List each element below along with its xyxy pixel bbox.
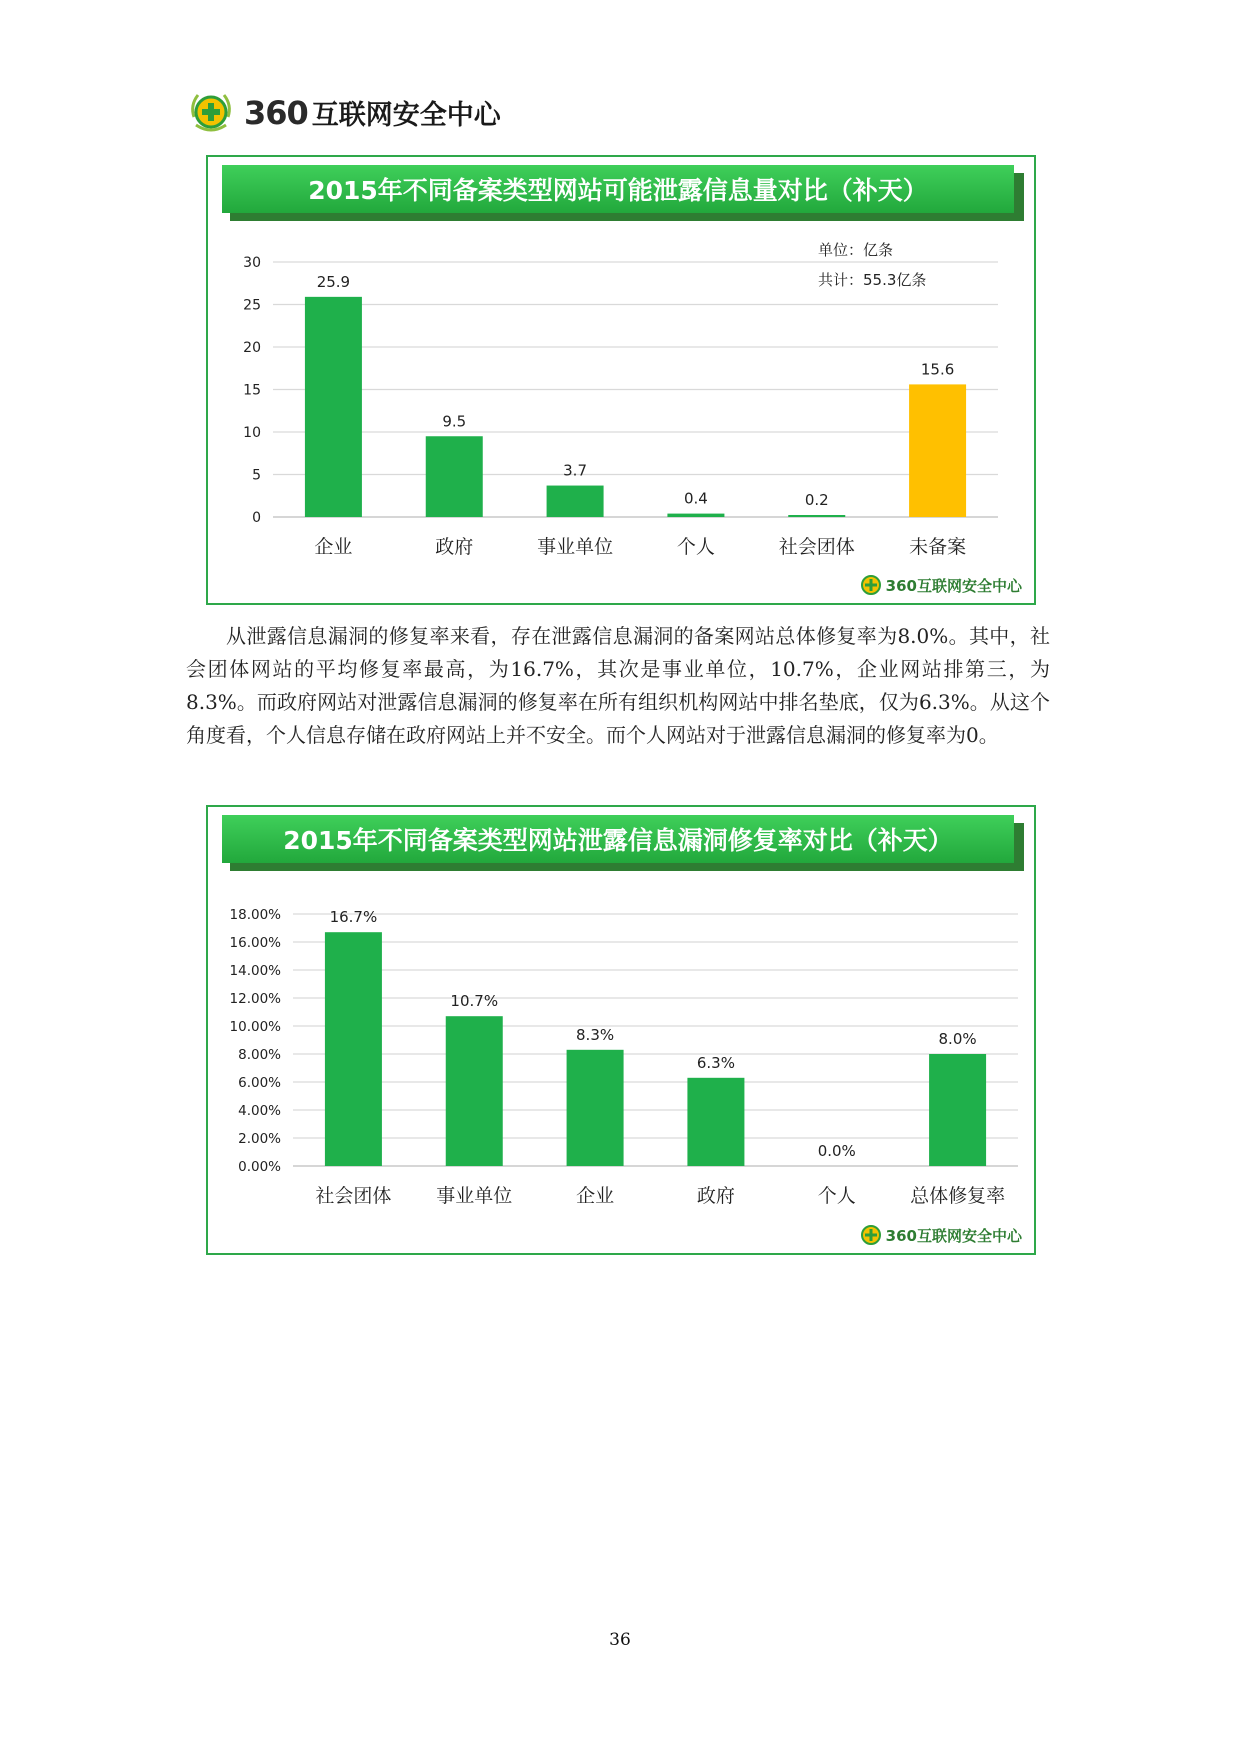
brand-name xyxy=(244,93,501,132)
chart-annotation: 共计：55.3亿条 xyxy=(818,271,927,289)
chart-annotation: 单位：亿条 xyxy=(818,241,894,259)
category-label: 政府 xyxy=(696,1185,735,1207)
bar xyxy=(687,1078,744,1166)
chart-title: 2015年不同备案类型网站泄露信息漏洞修复率对比（补天） xyxy=(283,826,953,855)
data-label: 15.6 xyxy=(920,360,955,379)
y-tick-label: 0.00% xyxy=(238,1159,281,1175)
y-tick-label: 14.00% xyxy=(229,963,281,979)
category-label: 企业 xyxy=(314,536,353,558)
bar-chart-svg xyxy=(208,157,1034,603)
data-label: 25.9 xyxy=(316,272,351,291)
category-label: 企业 xyxy=(576,1185,615,1207)
footer-brand: 360互联网安全中心 xyxy=(885,576,1022,595)
y-tick-label: 0 xyxy=(252,510,261,526)
data-label: 16.7% xyxy=(329,908,378,927)
data-label: 0.4 xyxy=(683,489,708,508)
category-label: 事业单位 xyxy=(537,536,614,558)
chart-fix-rate xyxy=(206,805,1036,1255)
page-header xyxy=(186,84,501,140)
data-label: 8.0% xyxy=(938,1030,977,1048)
bar xyxy=(305,297,362,517)
chart-footer-logo xyxy=(860,1223,1022,1247)
category-label: 个人 xyxy=(817,1185,856,1207)
category-label: 个人 xyxy=(676,536,715,558)
chart-leaked-info-volume xyxy=(206,155,1036,605)
y-tick-label: 12.00% xyxy=(229,991,281,1007)
y-tick-label: 25 xyxy=(243,297,261,314)
data-label: 3.7 xyxy=(563,461,588,480)
y-tick-label: 4.00% xyxy=(238,1103,281,1119)
y-tick-label: 2.00% xyxy=(238,1131,281,1147)
bar xyxy=(325,932,382,1166)
page-number: 36 xyxy=(609,1630,631,1650)
360-logo-icon xyxy=(860,1224,882,1246)
data-label: 6.3% xyxy=(696,1053,735,1072)
body-paragraph: 从泄露信息漏洞的修复率来看，存在泄露信息漏洞的备案网站总体修复率为8.0%。其中，社会团体网站的平均修复率最高，为16.7%，其次是事业单位，10.7%，企业网站排第三，为8.3%。而政府网站对泄露信息漏洞的修复率在所有组织机构网站中排名垫底，仅为6.3%。从这个角度看，个人信息存储在政府网站上并不安全。而个人网站对于泄露信息漏洞的修复率为0。 xyxy=(186,624,1050,747)
data-label: 0.2 xyxy=(804,491,829,509)
bar xyxy=(446,1016,503,1166)
bar xyxy=(547,486,604,517)
chart-title: 2015年不同备案类型网站可能泄露信息量对比（补天） xyxy=(308,176,928,205)
data-label: 10.7% xyxy=(450,992,499,1011)
y-tick-label: 6.00% xyxy=(238,1075,281,1091)
brand-text: 互联网安全中心 xyxy=(311,99,501,131)
category-label: 未备案 xyxy=(909,536,967,558)
category-label: 总体修复率 xyxy=(910,1185,1006,1207)
bar xyxy=(426,436,483,517)
bar xyxy=(567,1050,624,1166)
y-tick-label: 30 xyxy=(243,255,261,271)
footer-brand: 360互联网安全中心 xyxy=(885,1226,1022,1245)
category-label: 社会团体 xyxy=(778,536,855,558)
brand-number: 360 xyxy=(244,93,308,132)
category-label: 社会团体 xyxy=(315,1185,392,1207)
bar xyxy=(788,515,845,517)
y-tick-label: 10 xyxy=(243,425,261,441)
360-logo-icon xyxy=(860,574,882,596)
chart-footer-logo xyxy=(860,573,1022,597)
y-tick-label: 15 xyxy=(243,382,261,399)
y-tick-label: 8.00% xyxy=(238,1047,281,1063)
y-tick-label: 5 xyxy=(252,467,261,484)
category-label: 政府 xyxy=(435,536,474,558)
bar xyxy=(667,514,724,517)
y-tick-label: 18.00% xyxy=(229,907,281,923)
data-label: 0.0% xyxy=(817,1142,856,1160)
360-logo-icon xyxy=(186,87,236,137)
bar xyxy=(909,384,966,517)
bar xyxy=(929,1054,986,1166)
y-tick-label: 20 xyxy=(243,340,261,356)
y-tick-label: 10.00% xyxy=(229,1019,281,1035)
category-label: 事业单位 xyxy=(436,1185,513,1207)
y-tick-label: 16.00% xyxy=(229,935,281,951)
data-label: 8.3% xyxy=(576,1025,615,1044)
data-label: 9.5 xyxy=(442,412,467,431)
bar-chart-svg xyxy=(208,807,1034,1253)
